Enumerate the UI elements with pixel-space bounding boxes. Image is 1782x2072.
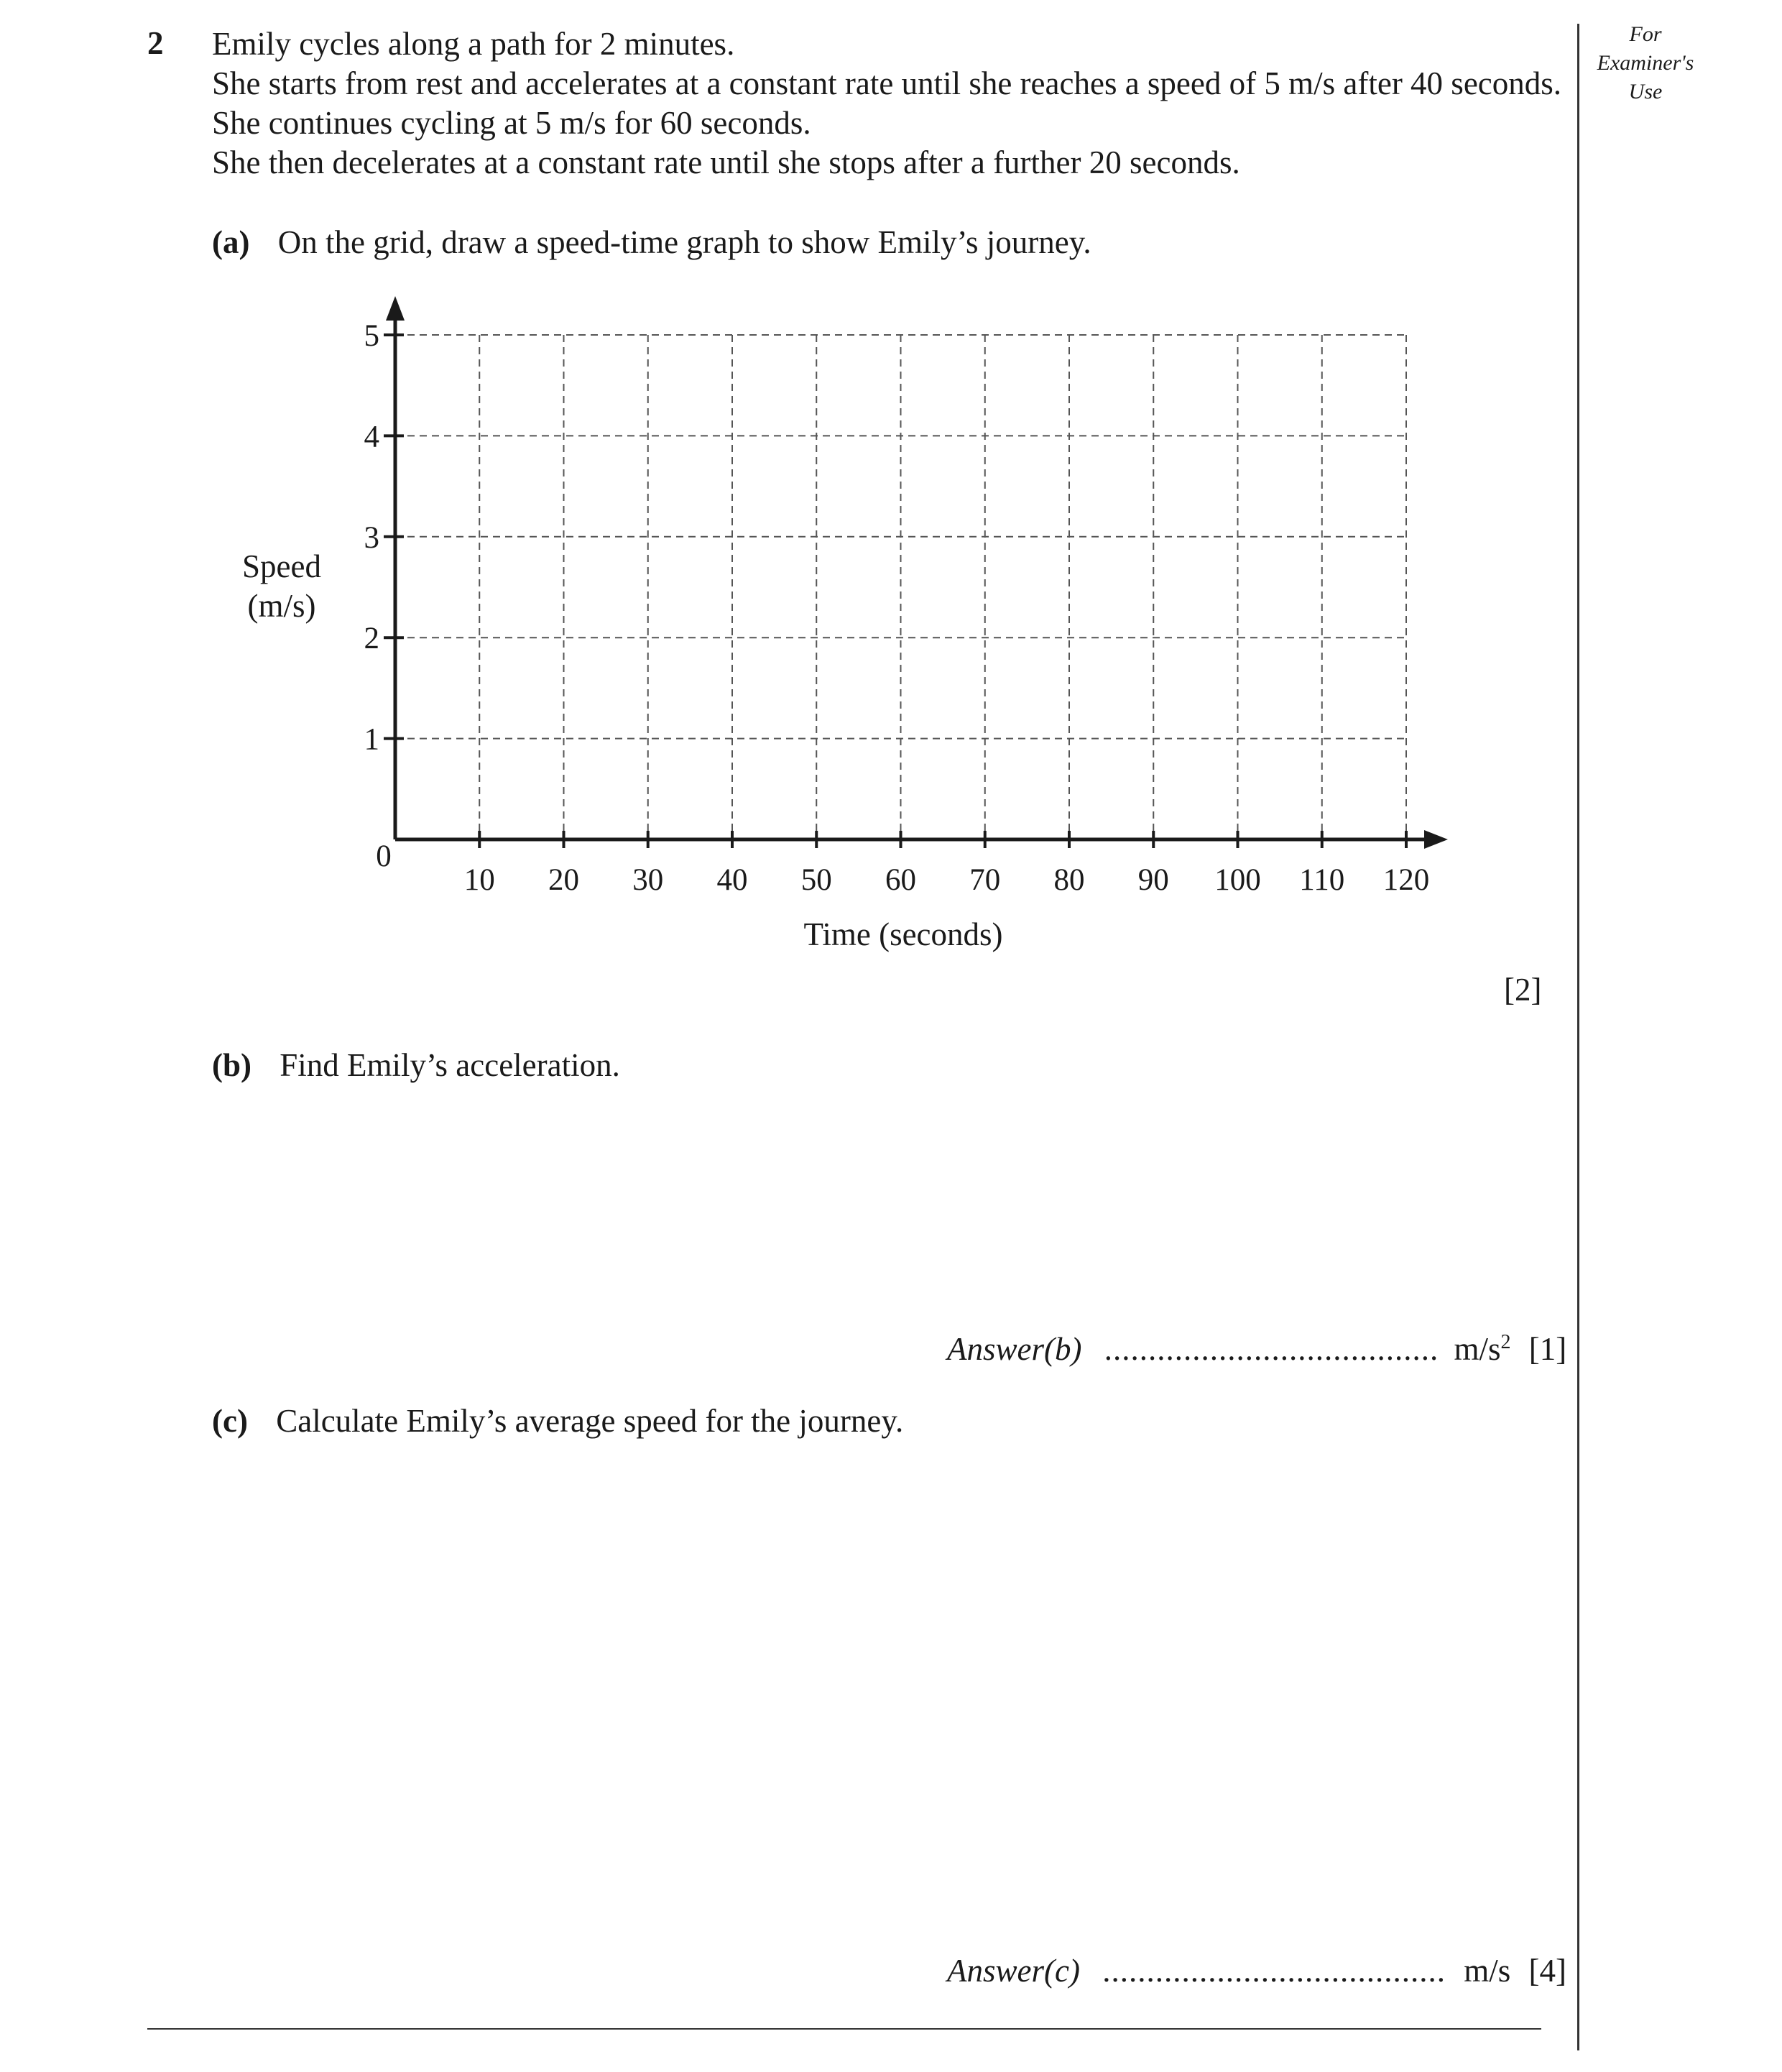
part-c-marks: [4] — [1528, 1953, 1566, 1989]
question-number: 2 — [147, 25, 164, 61]
question-line-4: She then decelerates at a constant rate until she stops after a further 20 seconds. — [212, 144, 1240, 180]
question-line-2: She starts from rest and accelerates at a constant rate until she reaches a speed of 5 m/s after 40 seconds. — [212, 65, 1562, 101]
part-b-text: Find Emily’s acceleration. — [280, 1047, 620, 1083]
axes — [386, 296, 1448, 849]
y-axis-title-line-2: (m/s) — [247, 588, 316, 624]
x-tick-label: 90 — [1137, 863, 1169, 897]
part-b-answer-field[interactable]: ...................................... — [1104, 1331, 1439, 1367]
x-tick-label: 40 — [716, 863, 748, 897]
x-tick-label: 120 — [1382, 863, 1430, 897]
x-tick-label: 70 — [969, 863, 1001, 897]
part-a-text: On the grid, draw a speed-time graph to show Emily’s journey. — [277, 224, 1091, 260]
part-b-unit — [1454, 1331, 1510, 1367]
page-bottom-rule — [147, 2028, 1541, 2030]
question-line-3: She continues cycling at 5 m/s for 60 seconds. — [212, 105, 811, 141]
part-b-unit-text: m/s — [1454, 1331, 1501, 1367]
y-axis-arrowhead — [386, 296, 405, 321]
part-c-label: (c) — [212, 1403, 248, 1439]
y-tick-label: 5 — [364, 319, 379, 353]
part-b-answer-label: Answer(b) — [947, 1331, 1082, 1367]
part-b-label: (b) — [212, 1047, 251, 1083]
part-a-label: (a) — [212, 224, 250, 260]
examiner-line-2: Examiner's — [1597, 51, 1694, 75]
y-tick-label: 1 — [364, 722, 379, 757]
x-tick-label: 110 — [1299, 863, 1345, 897]
y-tick-label: 2 — [364, 622, 379, 656]
part-c-text: Calculate Emily’s average speed for the journey. — [276, 1403, 904, 1439]
origin-label: 0 — [376, 839, 392, 873]
x-axis-arrowhead — [1424, 830, 1448, 849]
part-b-answer-row — [947, 1322, 1566, 1369]
grid-lines — [395, 335, 1406, 839]
x-tick-label: 100 — [1214, 863, 1261, 897]
x-tick-label: 10 — [463, 863, 495, 897]
y-tick-label: 4 — [364, 420, 379, 454]
x-tick-label: 20 — [548, 863, 579, 897]
part-c-answer-field[interactable]: ....................................... — [1102, 1953, 1446, 1989]
examiner-line-1: For — [1629, 22, 1662, 46]
x-tick-label: 30 — [632, 863, 664, 897]
x-axis-title: Time (seconds) — [803, 916, 1003, 952]
axis-labels — [364, 319, 1430, 897]
part-c-answer-label: Answer(c) — [947, 1953, 1080, 1989]
part-b-marks: [1] — [1528, 1331, 1567, 1367]
part-c-prompt — [212, 1401, 903, 1441]
part-c-answer-row — [947, 1951, 1566, 1991]
part-a-marks: [2] — [1504, 972, 1542, 1008]
speed-time-grid[interactable] — [0, 0, 1782, 963]
y-tick-label: 3 — [364, 520, 379, 555]
x-tick-label: 80 — [1053, 863, 1085, 897]
axis-ticks — [384, 335, 1406, 848]
part-b-unit-exponent: 2 — [1500, 1331, 1511, 1353]
part-b-prompt — [212, 1046, 620, 1085]
question-line-1: Emily cycles along a path for 2 minutes. — [212, 26, 735, 62]
examiner-line-3: Use — [1628, 80, 1663, 103]
part-c-unit: m/s — [1464, 1953, 1511, 1989]
y-axis-title-line-1: Speed — [242, 548, 321, 584]
x-tick-label: 60 — [885, 863, 916, 897]
x-tick-label: 50 — [800, 863, 832, 897]
